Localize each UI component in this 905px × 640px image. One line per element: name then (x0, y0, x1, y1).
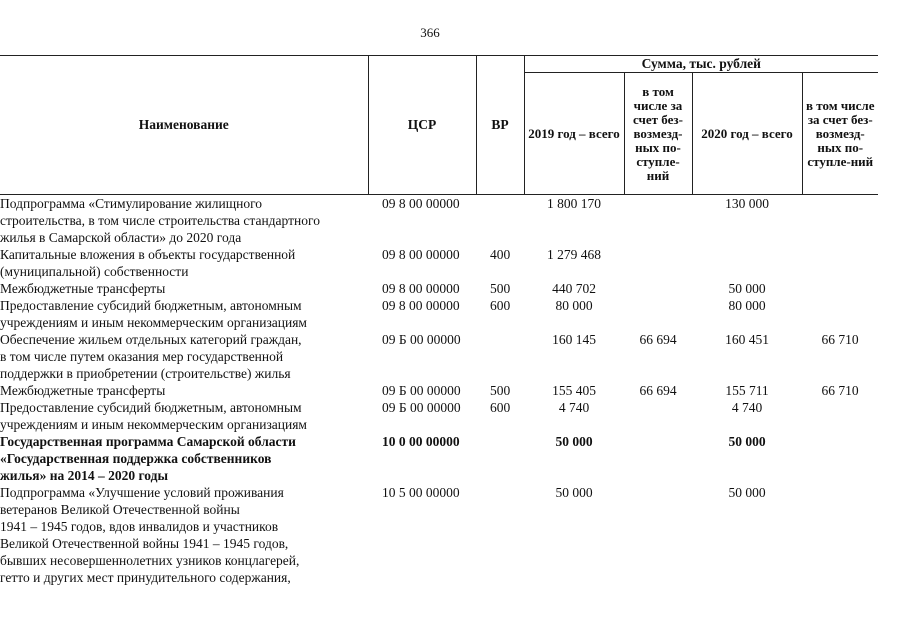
row-2019-gratuitous (624, 195, 692, 247)
table-body (0, 195, 878, 587)
row-name (0, 246, 368, 280)
row-2020-total: 50 000 (728, 434, 766, 449)
row-vr (476, 484, 524, 586)
row-2019-gratuitous (624, 280, 692, 297)
table-header (0, 56, 878, 195)
row-name-line: 1941 – 1945 годов, вдов инвалидов и участников (0, 519, 279, 534)
row-csr: 09 Б 00 00000 (382, 383, 461, 398)
row-name-line: поддержки в приобретении (строительстве) жилья (0, 366, 291, 381)
row-2019-gratuitous (624, 297, 692, 331)
table-row (0, 195, 878, 247)
table-row (0, 399, 878, 433)
row-2020-total (692, 246, 802, 280)
row-2020-total: 50 000 (728, 281, 766, 296)
header-2019-total: 2019 год – всего (524, 73, 624, 195)
row-name-line: Подпрограмма «Улучшение условий проживания (0, 485, 284, 500)
row-name-line: ветеранов Великой Отечественной войны (0, 502, 240, 517)
row-2020-gratuitous (802, 280, 878, 297)
row-vr: 600 (490, 400, 511, 415)
row-csr: 10 5 00 00000 (382, 485, 460, 500)
row-2020-total: 160 451 (725, 332, 769, 347)
table-row (0, 382, 878, 399)
row-2020-gratuitous (802, 246, 878, 280)
row-name-line: (муниципальной) собственности (0, 264, 189, 279)
row-2019-total: 1 800 170 (547, 196, 601, 211)
row-2019-total: 80 000 (555, 298, 593, 313)
row-2020-total: 4 740 (731, 400, 763, 415)
row-name-line: Межбюджетные трансферты (0, 383, 166, 398)
row-2019-total: 155 405 (552, 383, 596, 398)
row-name-line: Обеспечение жильем отдельных категорий граждан, (0, 332, 302, 347)
row-2019-gratuitous (624, 484, 692, 586)
row-2020-total: 155 711 (725, 383, 769, 398)
row-csr: 09 8 00 00000 (382, 281, 460, 296)
table-row (0, 433, 878, 484)
row-csr: 09 Б 00 00000 (382, 332, 461, 347)
row-2020-gratuitous (802, 433, 878, 484)
row-name (0, 280, 368, 297)
row-vr: 600 (490, 298, 511, 313)
row-vr: 500 (490, 281, 511, 296)
table-row (0, 331, 878, 382)
row-name-line: жилья» на 2014 – 2020 годы (0, 468, 169, 483)
row-name-line: Межбюджетные трансферты (0, 281, 166, 296)
row-2019-gratuitous: 66 694 (639, 383, 677, 398)
row-name (0, 484, 368, 586)
table-row (0, 297, 878, 331)
row-vr (476, 195, 524, 247)
row-name-line: Предоставление субсидий бюджетным, автономным (0, 400, 302, 415)
row-2019-total: 4 740 (558, 400, 590, 415)
row-2019-total: 50 000 (555, 434, 593, 449)
row-name-line: учреждениям и иным некоммерческим организациям (0, 315, 307, 330)
header-csr: ЦСР (368, 56, 476, 195)
row-vr: 400 (490, 247, 511, 262)
header-2019-gratuitous: в том числе за счет без-возмезд-ных по-ступле-ний (624, 73, 692, 195)
row-name-line: Предоставление субсидий бюджетным, автономным (0, 298, 302, 313)
row-2020-gratuitous: 66 710 (821, 332, 859, 347)
row-name-line: в том числе путем оказания мер государственной (0, 349, 284, 364)
row-2019-gratuitous (624, 246, 692, 280)
row-csr: 09 8 00 00000 (382, 247, 460, 262)
row-2020-gratuitous: 66 710 (821, 383, 859, 398)
row-2019-gratuitous (624, 399, 692, 433)
header-name: Наименование (0, 56, 368, 195)
row-2020-total: 50 000 (728, 485, 766, 500)
row-name-line: Капитальные вложения в объекты государственной (0, 247, 296, 262)
row-2019-gratuitous: 66 694 (639, 332, 677, 347)
table-row (0, 246, 878, 280)
header-2020-total: 2020 год – всего (692, 73, 802, 195)
row-name (0, 297, 368, 331)
row-2020-gratuitous (802, 195, 878, 247)
row-csr: 10 0 00 00000 (382, 434, 460, 449)
header-2020-gratuitous: в том числе за счет без-возмезд-ных по-ступле-ний (802, 73, 878, 195)
row-name-line: учреждениям и иным некоммерческим организациям (0, 417, 307, 432)
row-name (0, 399, 368, 433)
row-vr (476, 433, 524, 484)
row-name (0, 433, 368, 484)
row-name-line: гетто и других мест принудительного содержания, (0, 570, 291, 585)
row-name-line: бывших несовершеннолетних узников концлагерей, (0, 553, 300, 568)
row-2019-total: 50 000 (555, 485, 593, 500)
row-2020-gratuitous (802, 399, 878, 433)
row-2020-gratuitous (802, 297, 878, 331)
row-2020-total: 130 000 (725, 196, 769, 211)
row-name-line: Подпрограмма «Стимулирование жилищного (0, 196, 263, 211)
table-row (0, 280, 878, 297)
row-name (0, 195, 368, 247)
table-row (0, 484, 878, 586)
row-2019-total: 160 145 (552, 332, 596, 347)
row-vr (476, 331, 524, 382)
page-number: 366 (420, 25, 440, 40)
row-name-line: Государственная программа Самарской области (0, 434, 296, 449)
row-2020-total: 80 000 (728, 298, 766, 313)
budget-table (0, 55, 878, 586)
row-name-line: жилья в Самарской области» до 2020 года (0, 230, 242, 245)
row-vr: 500 (490, 383, 511, 398)
row-csr: 09 Б 00 00000 (382, 400, 461, 415)
row-name-line: Великой Отечественной войны 1941 – 1945 годов, (0, 536, 289, 551)
row-csr: 09 8 00 00000 (382, 196, 460, 211)
row-2019-total: 440 702 (552, 281, 596, 296)
row-name-line: «Государственная поддержка собственников (0, 451, 272, 466)
row-name (0, 331, 368, 382)
row-name-line: строительства, в том числе строительства стандартного (0, 213, 320, 228)
header-sum: Сумма, тыс. рублей (524, 56, 878, 73)
row-2019-gratuitous (624, 433, 692, 484)
row-2020-gratuitous (802, 484, 878, 586)
header-vr: ВР (476, 56, 524, 195)
row-2019-total: 1 279 468 (547, 247, 601, 262)
row-name (0, 382, 368, 399)
row-csr: 09 8 00 00000 (382, 298, 460, 313)
